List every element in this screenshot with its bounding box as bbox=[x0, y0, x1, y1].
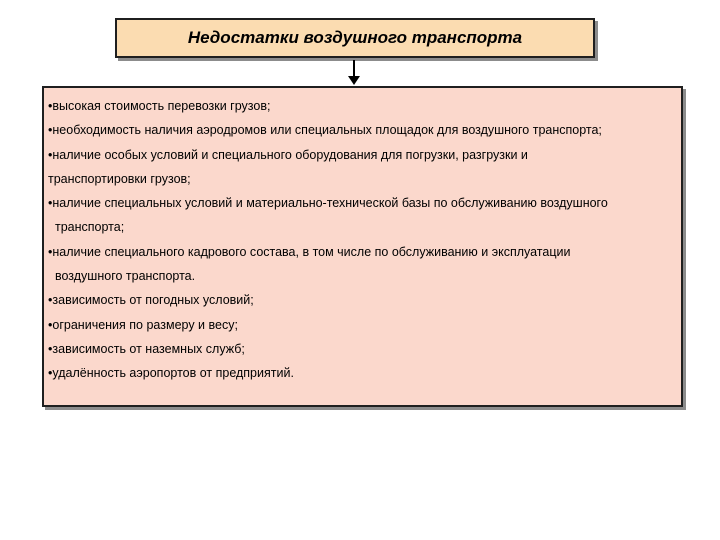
bullet-icon: • bbox=[48, 123, 53, 138]
list-item-text: наличие специального кадрового состава, в том числе по обслуживанию и эксплуатации bbox=[52, 244, 571, 259]
list-item-text: зависимость от погодных условий; bbox=[52, 293, 254, 308]
list-item bbox=[48, 361, 677, 385]
list-item-text: наличие специальных условий и материально-технической базы по обслуживанию воздушного bbox=[52, 196, 608, 211]
list-item-text: ограничения по размеру и весу; bbox=[52, 317, 238, 332]
list-item bbox=[48, 313, 677, 337]
list-item bbox=[48, 288, 677, 312]
content-box bbox=[42, 86, 683, 407]
list-item bbox=[48, 143, 677, 167]
list-item-continuation bbox=[48, 264, 677, 288]
disadvantages-list bbox=[48, 94, 677, 386]
list-item-text: транспорта; bbox=[55, 220, 125, 235]
bullet-icon: • bbox=[48, 147, 53, 162]
list-item-text: транспортировки грузов; bbox=[48, 171, 191, 186]
diagram-title: Недостатки воздушного транспорта bbox=[187, 28, 523, 47]
list-item-text: удалённость аэропортов от предприятий. bbox=[52, 366, 294, 381]
list-item-text: высокая стоимость перевозки грузов; bbox=[52, 99, 271, 113]
list-item-text: зависимость от наземных служб; bbox=[52, 341, 245, 356]
list-item-text: воздушного транспорта. bbox=[55, 269, 196, 284]
connector-arrow-icon bbox=[348, 76, 360, 85]
bullet-icon: • bbox=[48, 293, 53, 308]
connector-line bbox=[353, 60, 355, 77]
bullet-icon: • bbox=[48, 366, 53, 381]
list-item-continuation bbox=[48, 167, 677, 191]
list-item-continuation bbox=[48, 215, 677, 239]
list-item bbox=[48, 240, 677, 264]
bullet-icon: • bbox=[48, 99, 53, 113]
list-item-text: наличие особых условий и специального оборудования для погрузки, разгрузки и bbox=[52, 147, 528, 162]
title-box bbox=[115, 18, 595, 58]
list-item bbox=[48, 118, 677, 142]
bullet-icon: • bbox=[48, 341, 53, 356]
list-item-text: необходимость наличия аэродромов или специальных площадок для воздушного транспорта; bbox=[52, 123, 602, 138]
bullet-icon: • bbox=[48, 244, 53, 259]
list-item bbox=[48, 337, 677, 361]
list-item bbox=[48, 191, 677, 215]
bullet-icon: • bbox=[48, 317, 53, 332]
list-item bbox=[48, 94, 677, 118]
bullet-icon: • bbox=[48, 196, 53, 211]
